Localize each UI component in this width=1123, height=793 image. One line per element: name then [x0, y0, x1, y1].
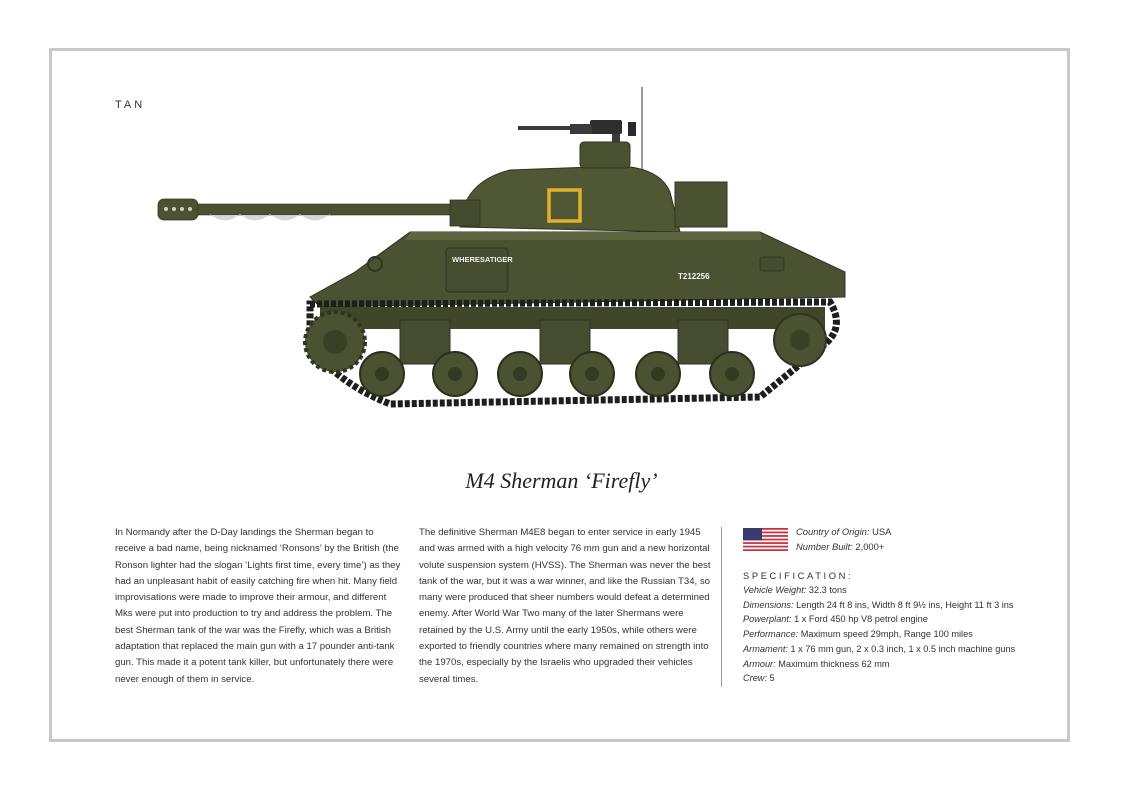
hull: [310, 232, 845, 307]
built-value: 2,000+: [852, 540, 885, 552]
column-divider: [721, 527, 722, 687]
main-gun-barrel: [158, 199, 478, 221]
track-assembly: [305, 302, 836, 404]
page-title: M4 Sherman ‘Firefly’: [465, 468, 658, 493]
turret: [450, 142, 727, 232]
specification-list: [743, 583, 1063, 686]
series-label: TAN: [115, 99, 146, 111]
origin-value: USA: [869, 526, 892, 537]
spec-row: Performance: Maximum speed 29mph, Range 100 miles: [743, 629, 973, 640]
spec-row: Vehicle Weight: 32.3 tons: [743, 585, 847, 595]
usa-flag-icon: [743, 528, 788, 551]
spec-row: Armament: 1 x 76 mm gun, 2 x 0.3 inch, 1 x 0.5 inch machine guns: [743, 643, 1016, 654]
tank-illustration: [150, 82, 860, 412]
hull-name: WHERESATIGER: [452, 255, 513, 264]
origin-label: Country of Origin:: [796, 526, 870, 537]
specification-heading: SPECIFICATION:: [743, 570, 854, 581]
spec-row: Powerplant: 1 x Ford 450 hp V8 petrol engine: [743, 614, 928, 625]
origin-block: [796, 525, 891, 554]
built-label: Number Built:: [796, 540, 853, 552]
spec-row: Dimensions: Length 24 ft 8 ins, Width 8 ft 9½ ins, Height 11 ft 3 ins: [743, 599, 1014, 610]
hull-serial: T212256: [678, 272, 710, 281]
spec-row: Armour: Maximum thickness 62 mm: [743, 658, 890, 669]
description-column-2: The definitive Sherman M4E8 began to enter service in early 1945 and was armed with a high velocity 76 mm gun and a new horizontal volute suspension system (HVSS). The Sherman was never the best tank of the war, but it was a war winner, and like the Russian T34, so many were produced that sheer numbers would defeat a determined enemy. After World War Two many of the later Shermans were retained by the U.S. Army until the early 1950s, while others were exported to friendly countries where many remained on strength into the 1970s, especially by the Israelis who upgraded their vehicles several times.: [419, 527, 711, 685]
description-column-1: In Normandy after the D-Day landings the Sherman began to receive a bad name, being nicknamed ‘Ronsons’ by the British (the Ronson lighter had the slogan ‘Lights first time, every time’) as they had an unpleasant habit of easily catching fire when hit. Many field improvisations were made to improve their armour, and different Mks were put into production to try and address the problem. The best Sherman tank of the war was the Firefly, which was a British adaptation that replaced the main gun with a 17 pounder anti-tank gun. This made it a potent tank killer, but unfortunately there were never enough of them in service.: [115, 527, 401, 685]
spec-row: Crew: 5: [743, 673, 775, 684]
